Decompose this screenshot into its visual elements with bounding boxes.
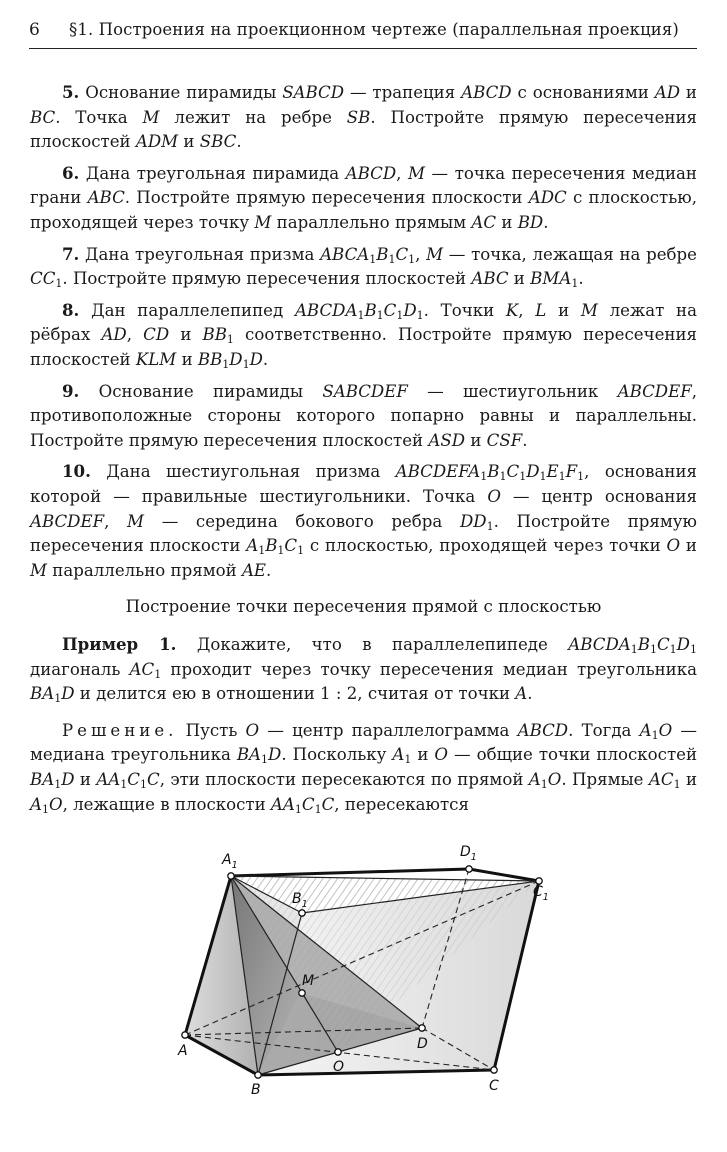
label-M: M [302, 973, 315, 989]
example-text: Докажите, что в параллелепипеде $ABCDA_1B_1C_1D_1$ диагональ $AC_1$ проходит через точку пересечения медиан треугольника $BA_1D$ и делится ею в отношении 1 : 2, считая от точки A. [30, 635, 697, 706]
section-title: Построение точки пересечения прямой с плоскостью [125, 597, 602, 616]
problem-number: 9. [62, 380, 80, 401]
label-B1: $B_1$ [292, 891, 308, 910]
label-D1: $D_1$ [460, 844, 477, 863]
page-number: 6 [29, 20, 40, 40]
label-D: D [417, 1036, 428, 1052]
label-O: O [333, 1059, 345, 1075]
problem-text: Основание пирамиды SABCD — трапеция ABCD с основаниями AD и BC. Точка M лежит на ребре SB. Постройте прямую пересечения плоскостей ADM и SBC. [30, 83, 697, 152]
point-O [335, 1049, 341, 1055]
point-D1 [466, 866, 472, 872]
label-B: B [251, 1082, 261, 1098]
label-C: C [489, 1078, 499, 1094]
point-A1 [228, 873, 234, 879]
point-B [255, 1072, 261, 1078]
problem-text: Дана треугольная пирамида ABCD, M — точка пересечения медиан грани ABC. Постройте прямую пересечения плоскости ADC с плоскостью, проходящей через точку M параллельно прямым AC и BD. [30, 163, 697, 232]
label-C1: $C_1$ [533, 884, 549, 903]
problem-number: 10. [62, 461, 91, 482]
point-B1 [299, 910, 305, 916]
solution-text: Пусть O — центр параллелограмма ABCD. Тогда $A_1O$ — медиана треугольника $BA_1D$. Поскольку $A_1$ и O — общие точки плоскостей $BA_1D$ и $AA_1C_1C$, эти плоскости пересекаются по прямой $A_1O$. Прямые $AC_1$ и $A_1O$, лежащие в плоскости $AA_1C_1C$, пересекаются [30, 720, 698, 816]
example-label: Пример 1. [62, 634, 177, 654]
point-C [491, 1067, 497, 1073]
label-A: A [178, 1043, 188, 1059]
problem-text: Дана шестиугольная призма $ABCDEFA_1B_1C_1D_1E_1F_1$, основания которой — правильные шестиугольники. Точка O — центр основания ABCDEF, M — середина бокового ребра $DD_1$. Постройте прямую пересечения плоскости $A_1B_1C_1$ с плоскостью, проходящей через точки O и M параллельно прямой AE. [30, 462, 697, 580]
solution-label: Решение. [62, 720, 178, 740]
point-D [419, 1025, 425, 1031]
problem-text: Основание пирамиды SABCDEF — шестиугольник ABCDEF, противоположные стороны которого попарно равны и параллельны. Постройте прямую пересечения плоскостей ASD и CSF. [30, 381, 698, 450]
problem-number: 5. [62, 82, 80, 102]
running-title: §1. Построения на проекционном чертеже (параллельная проекция) [69, 20, 679, 39]
problem-number: 6. [62, 162, 80, 183]
edge-D1A1 [231, 869, 469, 876]
problem-text: Дана треугольная призма $ABCA_1B_1C_1$, M — точка, лежащая на ребре $CC_1$. Постройте прямую пересечения плоскостей ABC и $BMA_1$. [30, 244, 697, 291]
problem-number: 8. [62, 299, 80, 320]
problem-number: 7. [62, 243, 80, 264]
edge-C1D1 [469, 869, 539, 881]
point-A [182, 1032, 188, 1038]
point-M [299, 990, 305, 996]
label-A1: $A_1$ [222, 852, 238, 871]
problem-text: Дан параллелепипед $ABCDA_1B_1C_1D_1$. Точки K, L и M лежат на рёбрах AD, CD и $BB_1$ соответственно. Постройте прямую пересечения плоскостей KLM и $BB_1D_1D$. [30, 300, 698, 371]
